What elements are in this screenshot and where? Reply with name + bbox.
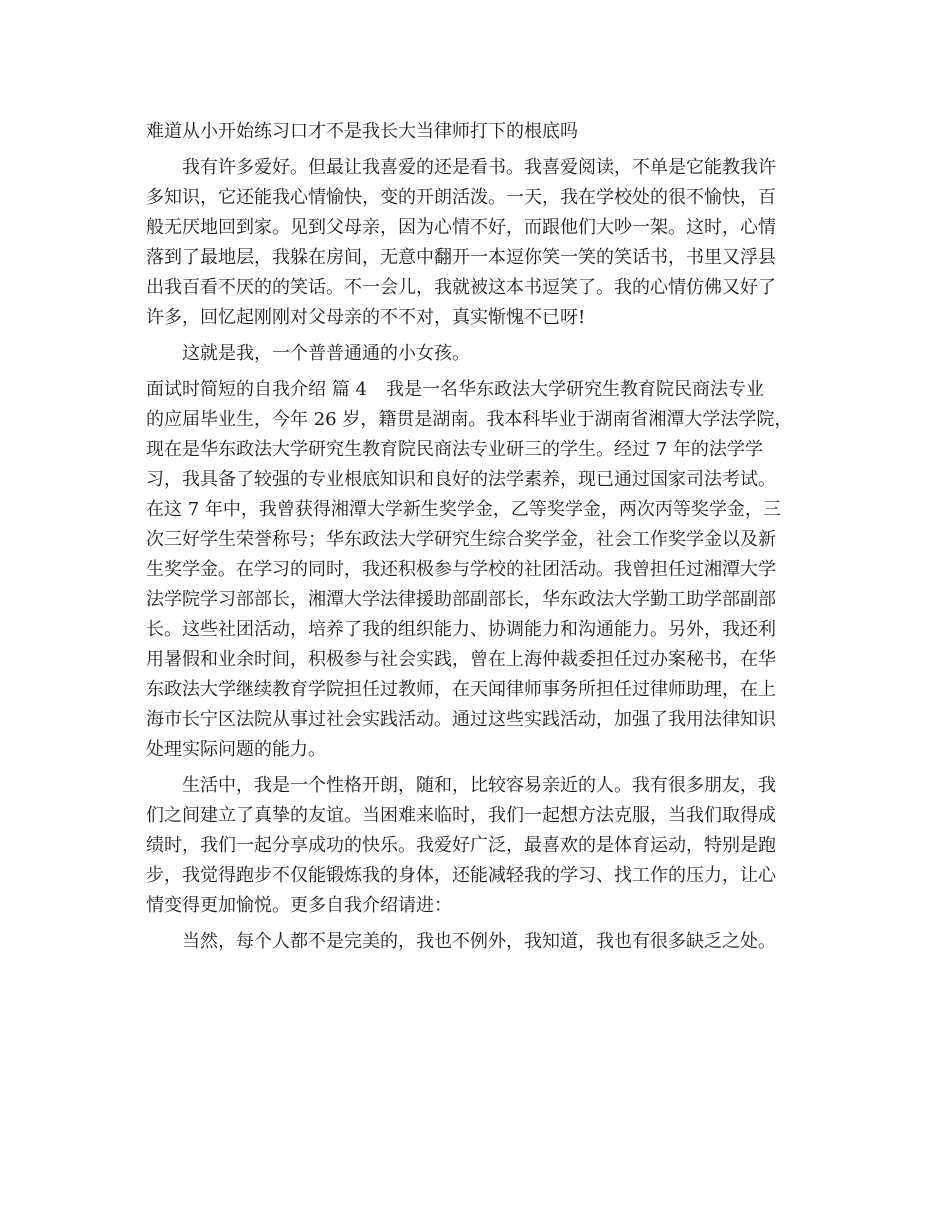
text-line: 绩时，我们一起分享成功的快乐。我爱好广泛，最喜欢的是体育运动，特别是跑 bbox=[146, 835, 776, 856]
paragraph-hobbies bbox=[146, 153, 816, 333]
text-line: 用暑假和业余时间，积极参与社会实践，曾在上海仲裁委担任过办案秘书，在华 bbox=[146, 649, 776, 670]
paragraph-shortcomings bbox=[146, 927, 816, 957]
text-line: 出我百看不厌的的笑话。不一会儿，我就被这本书逗笑了。我的心情仿佛又好了 bbox=[146, 277, 776, 298]
paragraph-personality bbox=[146, 771, 816, 921]
text-line: 长。这些社团活动，培养了我的组织能力、协调能力和沟通能力。另外，我还利 bbox=[146, 619, 776, 640]
section-self-intro-4 bbox=[146, 375, 816, 765]
text-line: 在这 7 年中，我曾获得湘潭大学新生奖学金，乙等奖学金，两次丙等奖学金，三 bbox=[146, 499, 781, 520]
text-line: 多知识，它还能我心情愉快，变的开朗活泼。一天，我在学校处的很不愉快，百 bbox=[146, 187, 776, 208]
text-line: 当然，每个人都不是完美的，我也不例外，我知道，我也有很多缺乏之处。 bbox=[182, 931, 776, 952]
text-line: 习，我具备了较强的专业根底知识和良好的法学素养，现已通过国家司法考试。 bbox=[146, 469, 776, 490]
section-title: 面试时简短的自我介绍 篇 4 bbox=[146, 379, 367, 400]
text-line: 们之间建立了真挚的友谊。当困难来临时，我们一起想方法克服，当我们取得成 bbox=[146, 805, 776, 826]
document-body bbox=[146, 117, 816, 957]
text-line: 这就是我，一个普普通通的小女孩。 bbox=[182, 343, 470, 364]
text-line: 般无厌地回到家。见到父母亲，因为心情不好，而跟他们大吵一架。这时，心情 bbox=[146, 217, 776, 238]
text-line: 次三好学生荣誉称号；华东政法大学研究生综合奖学金，社会工作奖学金以及新 bbox=[146, 529, 776, 550]
text-line: 现在是华东政法大学研究生教育院民商法专业研三的学生。经过 7 年的法学学 bbox=[146, 439, 763, 460]
text-line: 东政法大学继续教育学院担任过教师，在天闻律师事务所担任过律师助理，在上 bbox=[146, 679, 776, 700]
text-line: 生活中，我是一个性格开朗，随和，比较容易亲近的人。我有很多朋友，我 bbox=[182, 775, 776, 796]
text-line: 步，我觉得跑步不仅能锻炼我的身体，还能减轻我的学习、找工作的压力，让心 bbox=[146, 865, 776, 886]
text-line: 处理实际问题的能力。 bbox=[146, 739, 326, 760]
text-line: 我有许多爱好。但最让我喜爱的还是看书。我喜爱阅读，不单是它能教我许 bbox=[182, 157, 776, 178]
text-line: 难道从小开始练习口才不是我长大当律师打下的根底吗 bbox=[146, 121, 578, 142]
text-line: 的应届毕业生，今年 26 岁，籍贯是湖南。我本科毕业于湖南省湘潭大学法学院， bbox=[146, 409, 793, 430]
paragraph-ordinary-girl bbox=[146, 339, 816, 369]
text-line: 情变得更加愉悦。更多自我介绍请进： bbox=[146, 895, 452, 916]
text-line: 落到了最地层，我躲在房间，无意中翻开一本逗你笑一笑的笑话书，书里又浮县 bbox=[146, 247, 776, 268]
text-line: 许多，回忆起刚刚对父母亲的不不对，真实惭愧不已呀! bbox=[146, 307, 586, 328]
text-line: 法学院学习部部长，湘潭大学法律援助部副部长，华东政法大学勤工助学部副部 bbox=[146, 589, 776, 610]
section-heading-line bbox=[146, 375, 816, 405]
text-line: 生奖学金。在学习的同时，我还积极参与学校的社团活动。我曾担任过湘潭大学 bbox=[146, 559, 776, 580]
text-line: 海市长宁区法院从事过社会实践活动。通过这些实践活动，加强了我用法律知识 bbox=[146, 709, 776, 730]
text-line: 我是一名华东政法大学研究生教育院民商法专业 bbox=[386, 379, 764, 400]
